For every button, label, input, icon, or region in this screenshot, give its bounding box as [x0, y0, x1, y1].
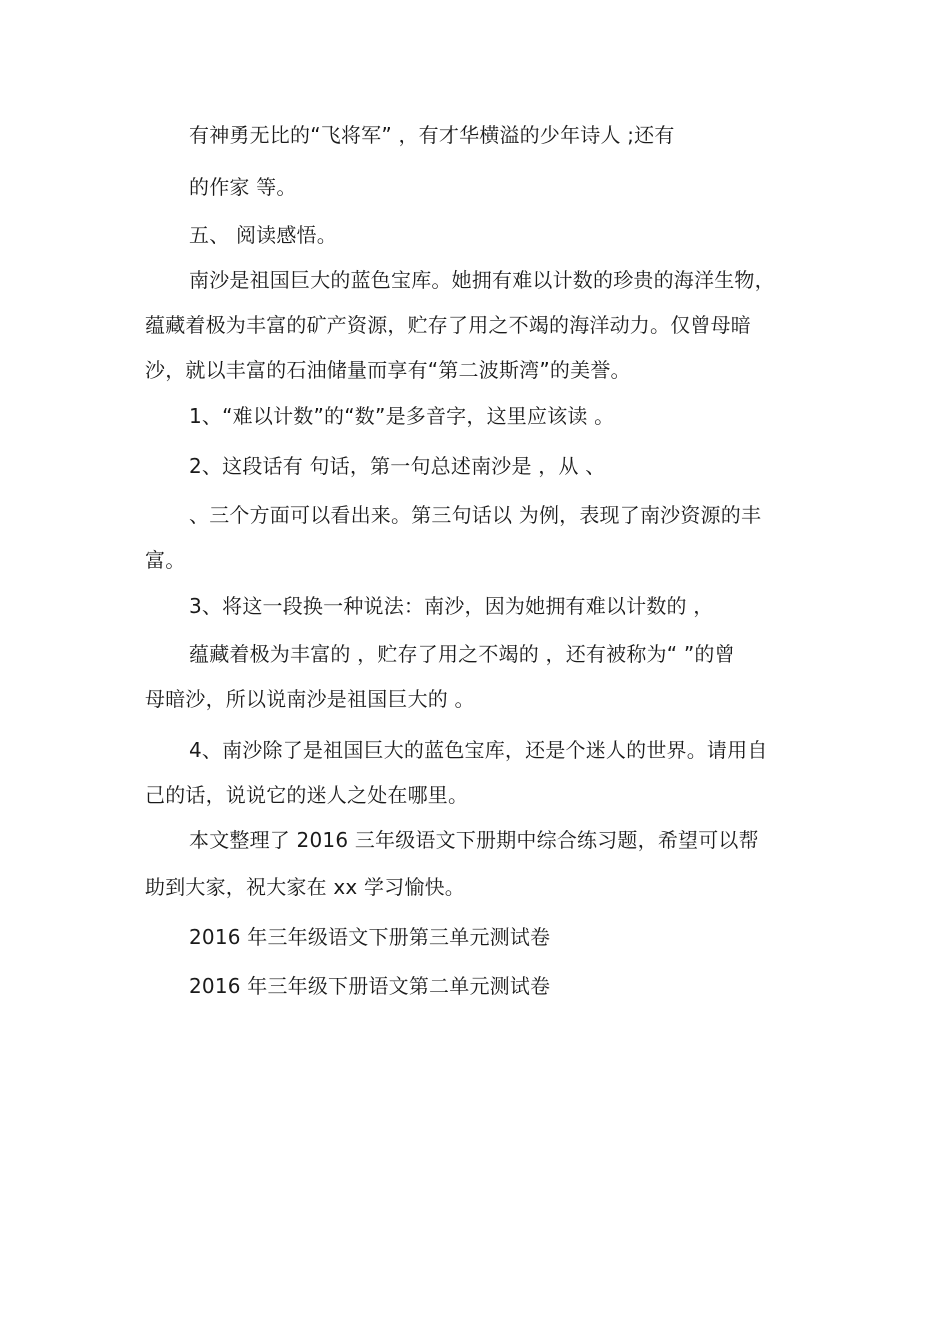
question-2-line: 、三个方面可以看出来。第三句话以 为例，表现了南沙资源的丰	[189, 503, 762, 527]
paragraph-line: 南沙是祖国巨大的蓝色宝库。她拥有难以计数的珍贵的海洋生物，	[189, 268, 775, 292]
paragraph-line: 蕴藏着极为丰富的矿产资源，贮存了用之不竭的海洋动力。仅曾母暗	[145, 313, 751, 337]
question-3-line: 母暗沙，所以说南沙是祖国巨大的 。	[145, 687, 475, 711]
question-4: 4、南沙除了是祖国巨大的蓝色宝库，还是个迷人的世界。请用自	[189, 738, 768, 762]
related-link: 2016 年三年级下册语文第二单元测试卷	[189, 974, 551, 998]
question-3: 3、将这一段换一种说法：南沙，因为她拥有难以计数的 ，	[189, 594, 714, 618]
question-4-line: 己的话，说说它的迷人之处在哪里。	[145, 783, 469, 807]
closing-paragraph-line: 助到大家，祝大家在 xx 学习愉快。	[145, 875, 465, 899]
question-1: 1、“难以计数”的“数”是多音字，这里应该读 。	[189, 404, 615, 428]
text-line: 的作家 等。	[189, 175, 297, 199]
question-2-line: 富。	[145, 548, 186, 572]
question-3-line: 蕴藏着极为丰富的 ，贮存了用之不竭的 ，还有被称为“ ”的曾	[189, 642, 735, 666]
question-2: 2、这段话有 句话，第一句总述南沙是 ，从 、	[189, 454, 606, 478]
paragraph-line: 沙，就以丰富的石油储量而享有“第二波斯湾”的美誉。	[145, 358, 631, 382]
section-heading: 五、 阅读感悟。	[189, 223, 337, 247]
text-line: 有神勇无比的“飞将军” ，有才华横溢的少年诗人 ;还有	[189, 123, 675, 147]
closing-paragraph: 本文整理了 2016 三年级语文下册期中综合练习题，希望可以帮	[189, 828, 759, 852]
related-link: 2016 年三年级语文下册第三单元测试卷	[189, 925, 551, 949]
